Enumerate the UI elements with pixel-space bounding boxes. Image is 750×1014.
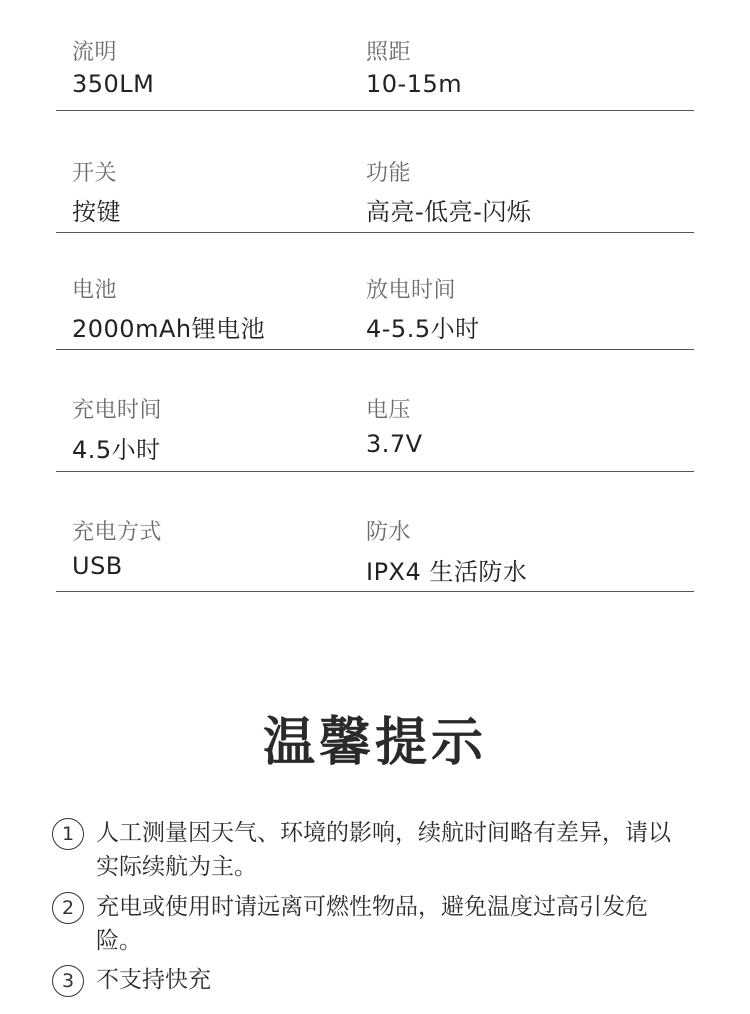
spec-label: 充电时间 [72,398,163,423]
spec-value: 10-15m [366,70,463,98]
spec-value: IPX4 生活防水 [366,558,528,586]
spec-value: 4-5.5小时 [366,315,480,343]
spec-label: 开关 [72,161,118,186]
tip-text: 人工测量因天气、环境的影响，续航时间略有差异，请以实际续航为主。 [96,820,671,880]
spec-value: 4.5小时 [72,436,161,464]
spec-value: 3.7V [366,430,423,458]
tip-number: 2 [52,892,84,924]
tip-text: 充电或使用时请远离可燃性物品，避免温度过高引发危险。 [96,894,648,954]
spec-value: 350LM [72,70,155,98]
spec-value: 2000mAh锂电池 [72,315,266,343]
spec-row [56,233,694,350]
spec-label: 电池 [72,278,118,303]
spec-label: 电压 [366,398,412,423]
spec-row [56,350,694,472]
spec-label: 功能 [366,161,412,186]
spec-row [56,472,694,592]
spec-label: 充电方式 [72,520,163,545]
spec-label: 流明 [72,40,118,65]
spec-label: 照距 [366,40,412,65]
spec-value: 高亮-低亮-闪烁 [366,198,532,226]
spec-table [56,0,694,592]
tip-number: 1 [52,818,84,850]
tips-title: 温馨提示 [262,713,487,773]
spec-label: 放电时间 [366,278,457,303]
spec-value: USB [72,552,123,580]
spec-value: 按键 [72,198,121,226]
spec-label: 防水 [366,520,412,545]
spec-row [56,0,694,111]
spec-row [56,111,694,233]
tip-number: 3 [52,965,84,997]
tip-text: 不支持快充 [96,967,211,993]
